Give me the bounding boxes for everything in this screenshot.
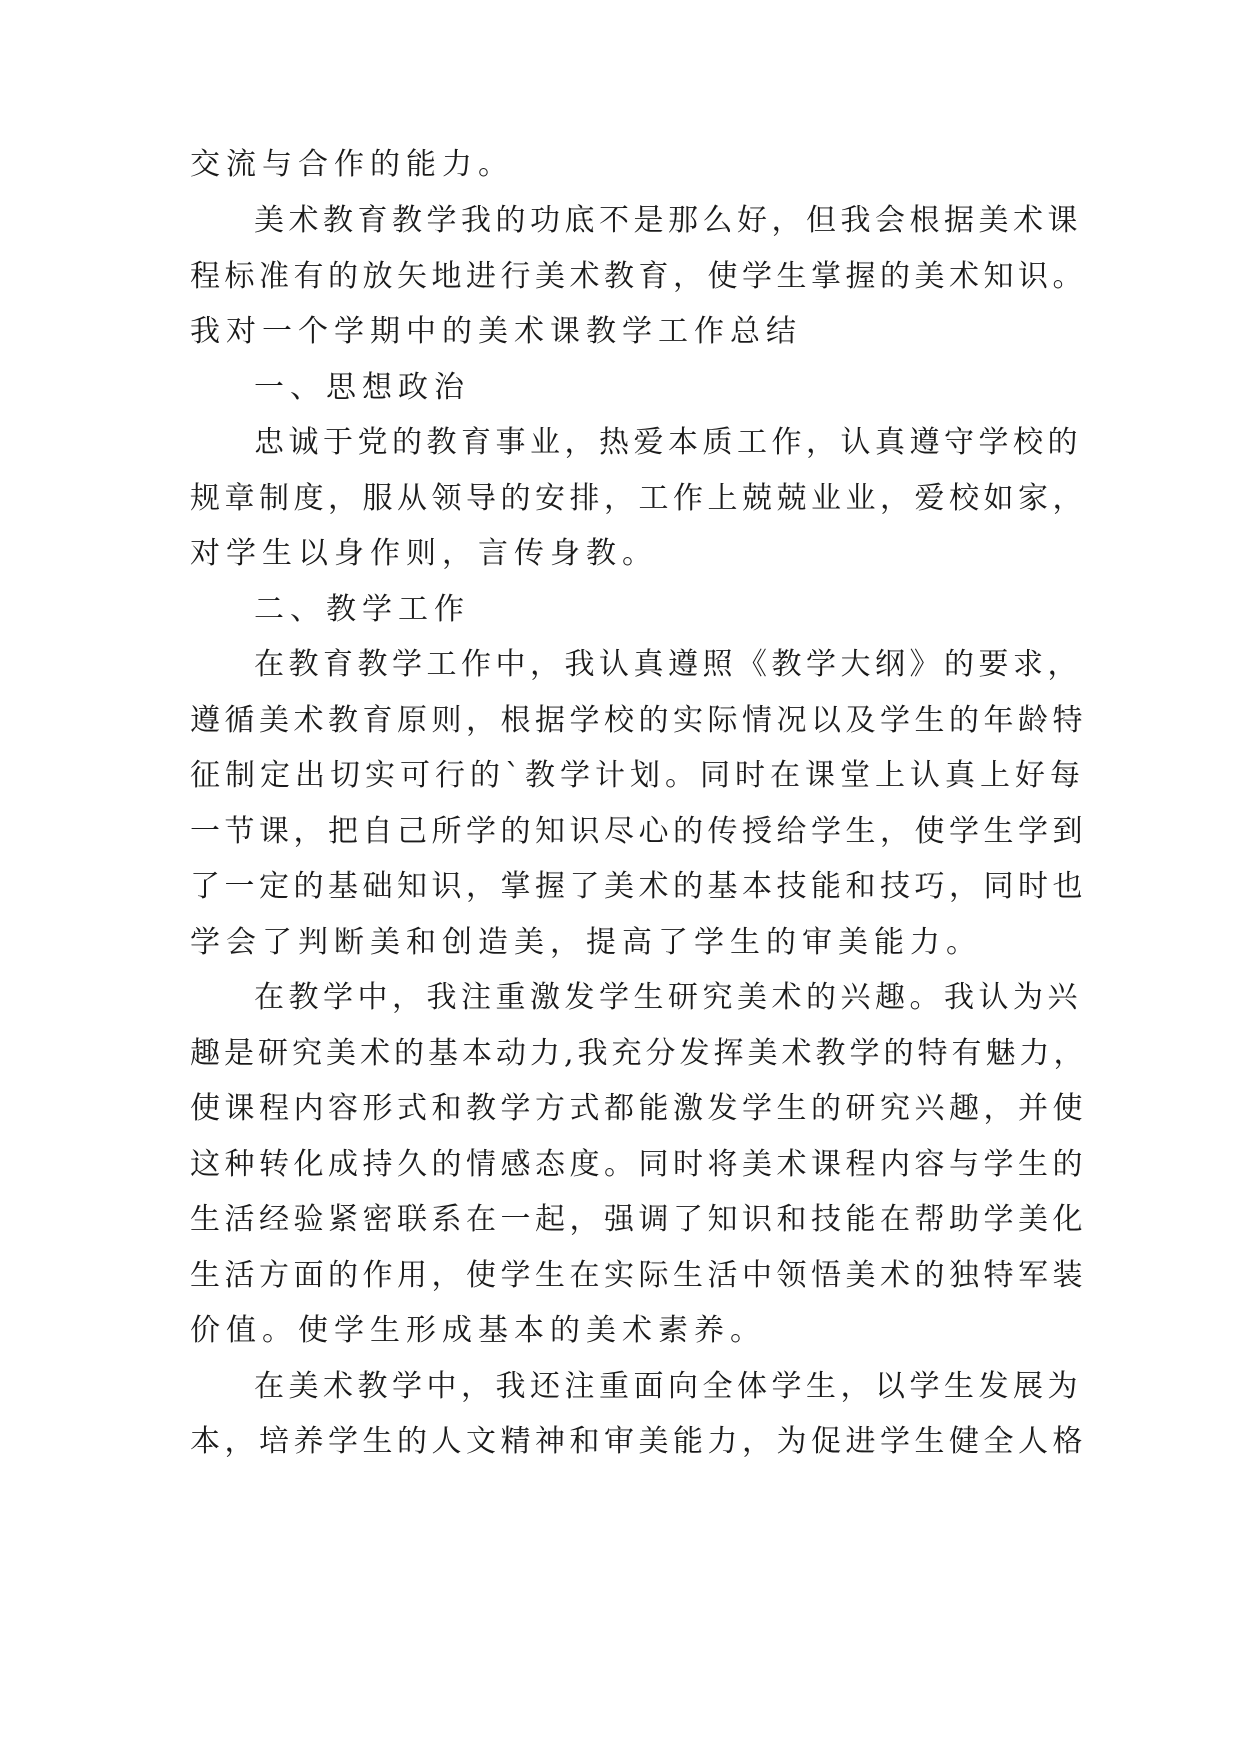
text-line-6: 忠诚于党的教育事业，热爱本质工作，认真遵守学校的 — [254, 425, 1082, 460]
text-line-3: 程标准有的放矢地进行美术教育，使学生掌握的美术知识。 — [190, 259, 1087, 294]
text-line-14: 了一定的基础知识，掌握了美术的基本技能和技巧，同时也 — [190, 869, 1087, 904]
text-line-21: 生活方面的作用，使学生在实际生活中领悟美术的独特军装 — [190, 1258, 1087, 1293]
text-line-19: 这种转化成持久的情感态度。同时将美术课程内容与学生的 — [190, 1147, 1087, 1182]
text-line-15: 学会了判断美和创造美，提高了学生的审美能力。 — [190, 925, 982, 960]
text-line-10: 在教育教学工作中，我认真遵照《教学大纲》的要求， — [254, 647, 1082, 682]
text-line-11: 遵循美术教育原则，根据学校的实际情况以及学生的年龄特 — [190, 703, 1087, 738]
text-line-17: 趣是研究美术的基本动力,我充分发挥美术教学的特有魅力， — [190, 1036, 1088, 1071]
text-line-16: 在教学中，我注重激发学生研究美术的兴趣。我认为兴 — [254, 980, 1082, 1015]
text-line-8: 对学生以身作则，言传身教。 — [190, 536, 658, 571]
text-line-23: 在美术教学中，我还注重面向全体学生，以学生发展为 — [254, 1369, 1082, 1404]
section-heading-1: 一、思想政治 — [254, 370, 470, 405]
text-line-24: 本，培养学生的人文精神和审美能力，为促进学生健全人格 — [190, 1424, 1087, 1459]
text-line-13: 一节课，把自己所学的知识尽心的传授给学生，使学生学到 — [190, 814, 1087, 849]
text-line-1: 交流与合作的能力。 — [190, 147, 514, 182]
text-line-20: 生活经验紧密联系在一起，强调了知识和技能在帮助学美化 — [190, 1202, 1087, 1237]
text-line-22: 价值。使学生形成基本的美术素养。 — [190, 1313, 766, 1348]
text-line-4: 我对一个学期中的美术课教学工作总结 — [190, 314, 802, 349]
section-heading-2: 二、教学工作 — [254, 592, 470, 627]
text-line-12: 征制定出切实可行的`教学计划。同时在课堂上认真上好每 — [190, 758, 1085, 793]
text-line-7: 规章制度，服从领导的安排，工作上兢兢业业，爱校如家， — [190, 481, 1087, 516]
text-line-18: 使课程内容形式和教学方式都能激发学生的研究兴趣，并使 — [190, 1091, 1087, 1126]
text-line-2: 美术教育教学我的功底不是那么好，但我会根据美术课 — [254, 203, 1082, 238]
